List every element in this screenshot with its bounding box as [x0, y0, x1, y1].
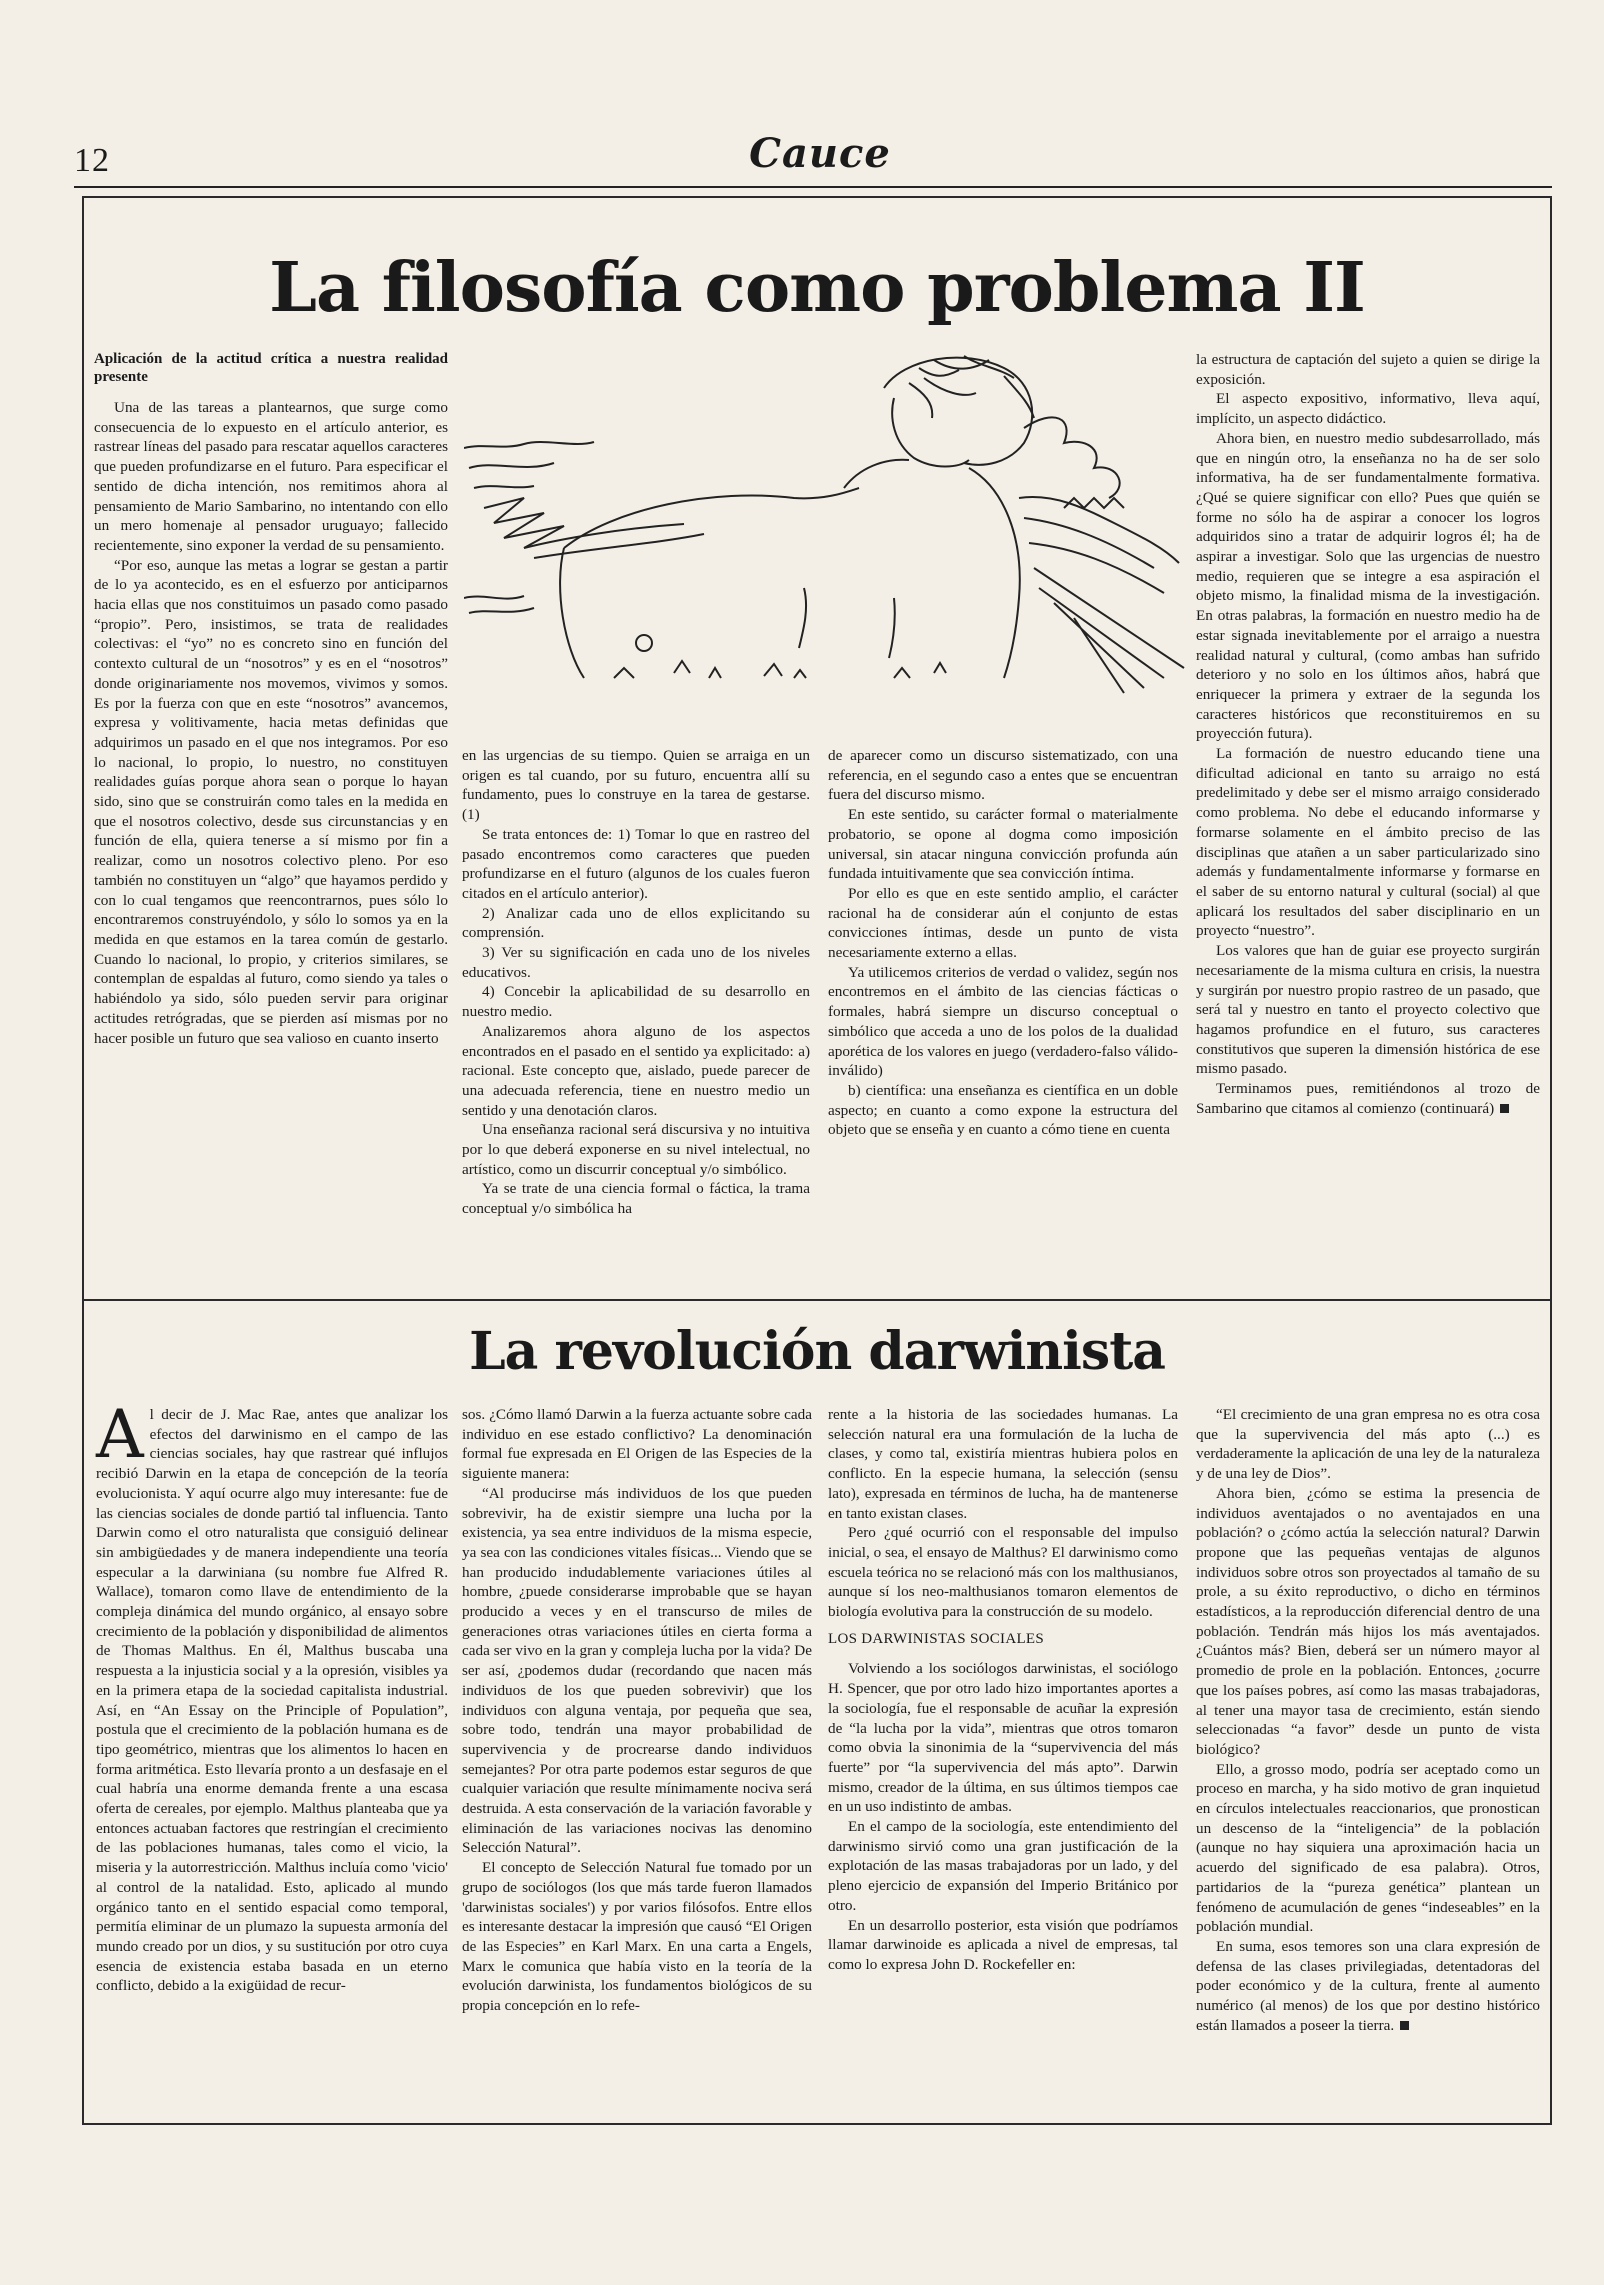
article-darwinismo [82, 1301, 1552, 2125]
paragraph: 2) Analizar cada uno de ellos explicitando su comprensión. [462, 904, 810, 942]
paragraph: En el campo de la sociología, este entendimiento del darwinismo sirvió como una gran justificación de la explotación de las masas trabajadoras por un lado, y del pleno ejercicio de expansión del Imperio Británico por otro. [828, 1818, 1178, 1914]
article-title: La revolución darwinista [469, 1321, 1165, 1382]
paragraph: Analizaremos ahora alguno de los aspectos encontrados en el pasado en el sentido ya explicitado: a) racional. Este concepto que, aislado, puede parecer de una adecuada referencia, tiene en nuestro medio un sentido y una denotación claros. [462, 1022, 810, 1119]
paragraph: Ello, a grosso modo, podría ser aceptado como un proceso en marcha, y ha sido motivo de gran inquietud en círculos intelectuales reaccionarios, que pronostican un descenso de la “inteligencia” de la población (aunque no hay siquiera una aproximación hacia un acuerdo del significado de esa palabra). Otros, partidarios de la “pureza genética” plantean un fenómeno de acumulación de genes “indeseables” en la población mundial. [1196, 1760, 1540, 1936]
paragraph: 3) Ver su significación en cada uno de los niveles educativos. [462, 944, 810, 981]
paragraph: Por ello es que en este sentido amplio, el carácter racional ha de considerar aún el conjunto de estas convicciones íntimas, desde un punto de vista necesariamente externo a ellas. [828, 884, 1178, 962]
paragraph: “Por eso, aunque las metas a lograr se gestan a partir de lo ya acontecido, es en el esfuerzo por anticiparnos hacia ellas que nos constituimos un pasado como pasado “propio”. Pero, insistimos, se trata de realidades colectivas: el “yo” no es concreto sino en función del contexto cultural de un “nosotros” y es en el “nosotros” donde originariamente nos movemos, vivimos y somos. Es por la fuerza con que en este “nosotros” avancemos, expresa y volitivamente, hacia metas definidas que adquirimos un pasado en el que nos integramos. Por eso lo nacional, lo propio, lo nuestro, no constituyen realidades guías porque ahora sean o porque lo hayan sido, sino que se construirán como tales en la medida en que el nosotros colectivo, desde sus circunstancias y en función de ella, quiera tenerse a sí mismo por fin a realizar, como un nosotros colectivo pleno. Por eso también no constituyen un “algo” que hayamos perdido y con lo cual tengamos que reencontrarnos, pues sólo lo encontraremos construyéndolo, y sólo lo somos ya en la medida en que estamos en la tarea común de gestarlo. Cuando lo nacional, lo propio, y criterios similares, se contemplan de espaldas al futuro, como siendo ya tales o habiéndolo ya sido, sólo pueden servir para originar actitudes retrógradas, que se pierden así mismas por no hacer posible un futuro que sea valioso en cuanto inserto [94, 556, 448, 1047]
paragraph: Ahora bien, ¿cómo se estima la presencia de individuos aventajados o no aventajados en una población? o ¿cómo actúa la selección natural? Darwin propone que las pequeñas ventajas de algunos individuos sobre otros son proyectados al tamaño de su prole, a su éxito reproductivo, o dicho en términos estadísticos, a la reproducción diferencial dentro de una población. Tendrán más hijos los más aventajados. ¿Cuántos más? Bien, deberá ser un número mayor al promedio de prole en la población. Entonces, ¿ocurre que los países pobres, así como las masas trabajadoras, al tener una mayor tasa de crecimiento, están siendo seleccionadas “a favor” desde un punto de vista biológico? [1196, 1484, 1540, 1758]
article1-column-2 [462, 746, 810, 1219]
page-number: 12 [74, 142, 110, 179]
end-of-article-icon [1400, 2021, 1409, 2030]
header-rule [74, 186, 1552, 188]
paragraph: El concepto de Selección Natural fue tomado por un grupo de sociólogos (los que más tarde fueron llamados 'darwinistas sociales') y por varios filósofos. Entre ellos es interesante destacar la impresión que causó “El Origen de las Especies” en Karl Marx. En una carta a Engels, Marx le comunica que había visto en la teoría de la evolución darwinista, los fundamentos biológicos de su propia concepción en lo refe- [462, 1859, 812, 2015]
article1-column-1 [94, 350, 448, 1048]
paragraph: “Al producirse más individuos de los que pueden sobrevivir, ha de existir siempre una lucha por la existencia, ya sea entre individuos de la misma especie, ya sea con las condiciones vitales físicas... Viendo que se han producido indudablemente variaciones útiles al hombre, ¿puede considerarse improbable que se hayan producido a veces y en el transcurso de miles de generaciones otras variaciones útiles en cierta forma a cada ser vivo en la gran y compleja lucha por la vida? De ser así, ¿podemos dudar (recordando que nacen más individuos de los que pueden sobrevivir) que los individuos con alguna ventaja, por pequeña que sea, sobre todo, tendrán una mayor probabilidad de supervivencia y de procrearse dando individuos semejantes? Por otra parte podemos estar seguros de que cualquier variación que resulte mínimamente nociva será destruida. A esta conservación de la variación favorable y eliminación de las variaciones nocivas las denomino Selección Natural”. [462, 1484, 812, 1857]
article2-column-2 [462, 1405, 812, 2016]
article1-column-4 [1196, 350, 1540, 1118]
paragraph: sos. ¿Cómo llamó Darwin a la fuerza actuante sobre cada individuo en ese estado conflictivo? La denominación formal fue expresada en El Origen de las Especies de la siguiente manera: [462, 1406, 812, 1483]
paragraph: Ahora bien, en nuestro medio subdesarrollado, más que en ningún otro, la enseñanza no ha de ser solo informativa, ha de ser fundamentalmente formativa. ¿Qué se quiere significar con ello? Pues que quién se forme no sólo ha de aspirar a conocer los logros adquiridos sino a tratar de adquirir logros él; ha de aspirar a investigar. Solo que las urgencias de nuestro medio, requieren que se integre a esa aspiración el objeto mismo, la finalidad misma de la investigación. En otras palabras, la formación en nuestro medio ha de estar signada inevitablemente por el arraigo a nuestra realidad natural y cultural, (como ambas han sufrido deterioro y no solo en los últimos años, habrá que enriquecer la primera y extraer de la segunda los caracteres históricos que reconstituiremos en su proyección futura). [1196, 429, 1540, 743]
paragraph: El aspecto expositivo, informativo, lleva aquí, implícito, un aspecto didáctico. [1196, 390, 1540, 428]
paragraph: rente a la historia de las sociedades humanas. La selección natural era una formulación de la lucha de clases, y como tal, existiría mientras hubiera polos en conflicto. En la especie humana, la selección (sensu lato), expresada en términos de lucha, ha de mantenerse en tanto existan clases. [828, 1406, 1178, 1522]
paragraph: la estructura de captación del sujeto a quien se dirige la exposición. [1196, 351, 1540, 388]
article-title: La filosofía como problema II [269, 248, 1365, 328]
masthead-logo: Cauce [749, 130, 891, 177]
paragraph: En un desarrollo posterior, esta visión que podríamos llamar darwinoide es aplicada a nivel de empresas, tal como lo expresa John D. Rockefeller en: [828, 1916, 1178, 1973]
paragraph: Ya se trate de una ciencia formal o fáctica, la trama conceptual y/o simbólica ha [462, 1180, 810, 1218]
paragraph: b) científica: una enseñanza es científica en un doble aspecto; en cuanto a como expone la estructura del objeto que se enseña y en cuanto a cómo tiene en cuenta [828, 1081, 1178, 1139]
paragraph: “El crecimiento de una gran empresa no es otra cosa que la supervivencia del más apto (...) es verdaderamente la aplicación de una ley de la naturaleza y de una ley de Dios”. [1196, 1406, 1540, 1483]
article-filosofia [82, 196, 1552, 1301]
paragraph: de aparecer como un discurso sistematizado, con una referencia, en el segundo caso a entes que se encuentran fuera del discurso mismo. [828, 747, 1178, 804]
paragraph [96, 1396, 448, 1996]
article1-column-3 [828, 746, 1178, 1140]
paragraph: Ya utilicemos criterios de verdad o validez, según nos encontremos en el ámbito de las ciencias fácticas o formales, habrá siempre un discurso conceptual o simbólico que acceda a uno de los polos de la dualidad aporética de los valores en juego (verdadero-falso válido-inválido) [828, 963, 1178, 1080]
paragraph-text: l decir de J. Mac Rae, antes que analizar los efectos del darwinismo en el campo de las ciencias sociales, hay que rastrear qué influjos recibió Darwin en la etapa de concepción de la teoría evolucionista. Y aquí ocurre algo muy interesante: fue de las ciencias sociales de donde partió tal influencia. Tanto Darwin como el otro naturalista que consiguió delinear sin ambigüedades y de manera independiente una teoría especular a la darwiniana (su nombre fue Alfred R. Wallace), tomaron como llave de entendimiento de la compleja dinámica del mundo orgánico, al ensayo sobre crecimiento de la población y disponibilidad de alimentos de Thomas Malthus. En él, Malthus buscaba una respuesta a la injusticia social y a la opresión, visibles ya en la primera etapa de la sociedad capitalista industrial. Así, en “An Essay on the Principle of Population”, postula que el crecimiento de la población humana es de tipo geométrico, mientras que los alimentos lo hacen en forma aritmética. Esto llevaría pronto a un desfasaje en el cual habría una enorme demanda frente a una escasa oferta de cereales, por ejemplo. Malthus planteaba que ya entonces actuaban factores que restringían el crecimiento de las poblaciones humanas, tales como el vicio, la miseria y la autorrestricción. Malthus incluía como 'vicio' al control de la natalidad. Esto, aplicado al mundo orgánico tanto en el sentido espacial como temporal, permitía eliminar de un plumazo la supuesta armonía del mundo creado por un dios, y su sustitución por otro cuya esencia de existencia estaba basada en un eterno conflicto, debido a la exigüidad de recur- [96, 1406, 448, 1995]
paragraph-text: Terminamos pues, remitiéndonos al trozo de Sambarino que citamos al comienzo (continuará) [1196, 1080, 1540, 1117]
illustration-figure [464, 348, 1186, 718]
paragraph: La formación de nuestro educando tiene una dificultad adicional en tanto su arraigo no está predelimitado y debe ser el mismo arraigo considerado como problema. No debe el educando informarse y formarse solamente en el ámbito preciso de las disciplinas que atañen a un saber particularizado sino además y fundamentalmente informarse y formarse en el saber de su entorno natural y cultural (social) al que aplicará los resultados del saber disciplinario en un proyecto “nuestro”. [1196, 745, 1540, 940]
paragraph: Pero ¿qué ocurrió con el responsable del impulso inicial, o sea, el ensayo de Malthus? El darwinismo como escuela teórica no se relacionó más con los malthusianos, aunque sí los neo-malthusianos tomaron elementos de biología evolutiva para la construcción de su modelo. [828, 1524, 1178, 1621]
paragraph [1196, 1079, 1540, 1118]
article2-column-1 [96, 1396, 448, 1996]
end-of-article-icon [1500, 1104, 1509, 1113]
paragraph: Los valores que han de guiar ese proyecto surgirán necesariamente de la misma cultura en crisis, la nuestra y surgirán por nuestro propio rastreo de un pasado, que será tal y nuestro en tanto el proyecto colectivo que hagamos profundice en el futuro, sus caracteres constitutivos que superen la dimensión histórica de ese mismo pasado. [1196, 942, 1540, 1078]
paragraph: en las urgencias de su tiempo. Quien se arraiga en un origen es tal cuando, por su futuro, encuentra allí su fundamento, pues lo construye en la tarea de gestarse. (1) [462, 747, 810, 824]
paragraph: Una enseñanza racional será discursiva y no intuitiva por lo que deberá exponerse en su nivel intelectual, no artístico, como un discurrir conceptual y/o simbólico. [462, 1121, 810, 1178]
paragraph [1196, 1937, 1540, 2036]
paragraph-text: En suma, esos temores son una clara expresión de defensa de las clases privilegiadas, detentadoras del poder económico y de la cultura, frente al aumento numérico (al menos) de los que por destino histórico están llamados a poseer la tierra. [1196, 1937, 1540, 2034]
article2-column-3 [828, 1405, 1178, 1975]
paragraph: Volviendo a los sociólogos darwinistas, el sociólogo H. Spencer, que por otro lado hizo importantes aportes a la sociología, fue el responsable de acuñar la expresión de “la lucha por la vida”, mientras que otros tomaron como obvia la sinonimia de la “supervivencia del más fuerte” por “la supervivencia del más apto”. Darwin mismo, creador de la última, en sus últimos tiempos cae en un uso indistinto de ambas. [828, 1660, 1178, 1816]
drop-cap: A [96, 1396, 144, 1473]
article-subtitle: Aplicación de la actitud crítica a nuestra realidad presente [94, 351, 448, 385]
article2-column-4 [1196, 1405, 1540, 2036]
section-heading: LOS DARWINISTAS SOCIALES [828, 1630, 1045, 1647]
paragraph: 4) Concebir la aplicabilidad de su desarrollo en nuestro medio. [462, 983, 810, 1021]
paragraph: En este sentido, su carácter formal o materialmente probatorio, se opone al dogma como imposición universal, sin atacar ninguna convicción profunda aún fundada intuitivamente que sea convicción íntima. [828, 806, 1178, 883]
paragraph: Una de las tareas a plantearnos, que surge como consecuencia de lo expuesto en el artículo anterior, es rastrear líneas del pasado para rescatar aquellos caracteres que pueden profundizarse en el futuro. Para especificar el sentido de dicha intención, nos remitimos ahora al pensamiento de Mario Sambarino, no intentando con ello un mero homenaje al pensador uruguayo; fallecido recientemente, sino exponer la verdad de su pensamiento. [94, 399, 448, 554]
paragraph: Se trata entonces de: 1) Tomar lo que en rastreo del pasado encontremos como caracteres que pueden profundizarse en el futuro (algunos de los cuales fueron citados en el artículo anterior). [462, 825, 810, 902]
